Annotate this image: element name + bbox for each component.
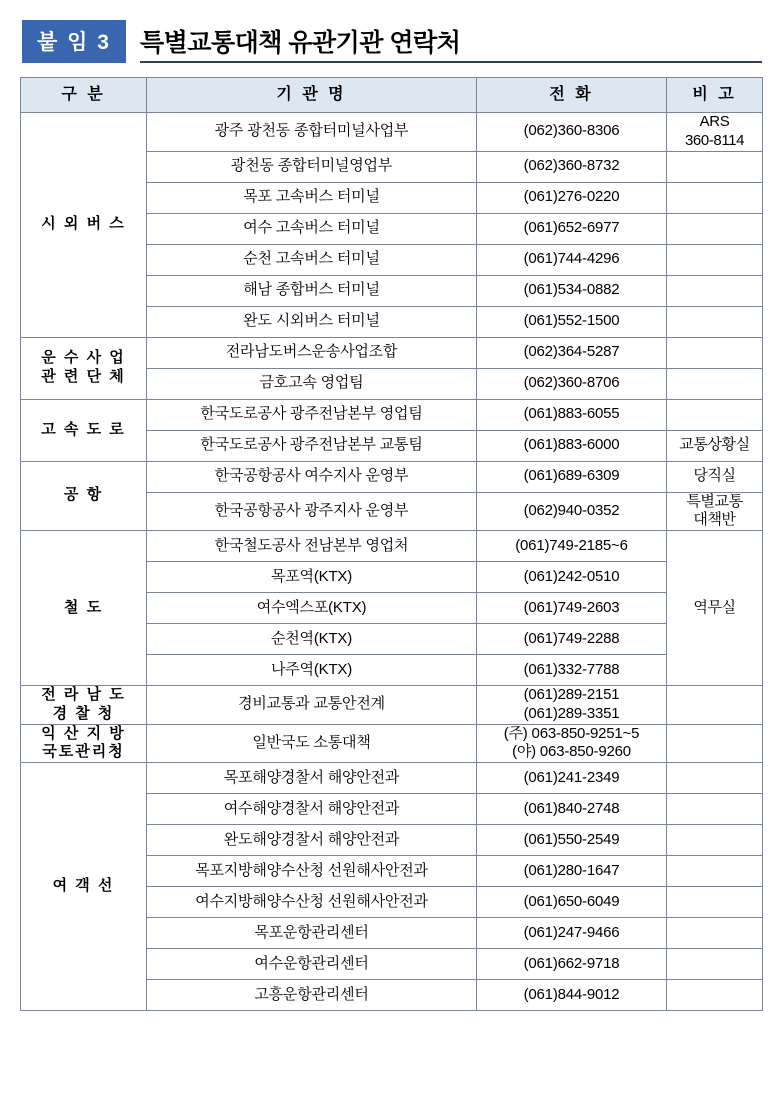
- phone-number: (062)360-8706: [477, 368, 667, 399]
- organization-name: 한국공항공사 광주지사 운영부: [147, 492, 477, 531]
- organization-name: 목포 고속버스 터미널: [147, 182, 477, 213]
- organization-name: 완도해양경찰서 해양안전과: [147, 825, 477, 856]
- organization-name: 광주 광천동 종합터미널사업부: [147, 113, 477, 152]
- organization-name: 목포운항관리센터: [147, 918, 477, 949]
- organization-name: 금호고속 영업팀: [147, 368, 477, 399]
- table-row: [21, 461, 763, 492]
- table-header: [21, 78, 763, 113]
- phone-number: (061)552-1500: [477, 306, 667, 337]
- note-cell: [667, 213, 763, 244]
- title-block: [140, 20, 762, 63]
- organization-name: 순천 고속버스 터미널: [147, 244, 477, 275]
- title-divider: [140, 61, 762, 63]
- phone-number: (061)844-9012: [477, 980, 667, 1011]
- phone-number: (061)289-2151 (061)289-3351: [477, 686, 667, 725]
- note-cell: 역무실: [667, 531, 763, 686]
- phone-number: (061)652-6977: [477, 213, 667, 244]
- note-cell: [667, 887, 763, 918]
- organization-name: 고흥운항관리센터: [147, 980, 477, 1011]
- organization-name: 순천역(KTX): [147, 624, 477, 655]
- organization-name: 여수운항관리센터: [147, 949, 477, 980]
- phone-number: (061)744-4296: [477, 244, 667, 275]
- organization-name: 여수엑스포(KTX): [147, 593, 477, 624]
- organization-name: 한국공항공사 여수지사 운영부: [147, 461, 477, 492]
- table-body: [21, 113, 763, 1011]
- phone-number: (061)749-2288: [477, 624, 667, 655]
- note-cell: [667, 686, 763, 725]
- page-title: 특별교통대책 유관기관 연락처: [140, 28, 461, 57]
- organization-name: 한국도로공사 광주전남본부 교통팀: [147, 430, 477, 461]
- note-cell: [667, 825, 763, 856]
- note-cell: [667, 244, 763, 275]
- organization-name: 목포지방해양수산청 선원해사안전과: [147, 856, 477, 887]
- row-group-label: 익 산 지 방 국토관리청: [21, 724, 147, 763]
- phone-number: (062)360-8306: [477, 113, 667, 152]
- table-row: [21, 113, 763, 152]
- note-cell: [667, 399, 763, 430]
- organization-name: 경비교통과 교통안전계: [147, 686, 477, 725]
- row-group-label: 전 라 남 도 경 찰 청: [21, 686, 147, 725]
- phone-number: (061)247-9466: [477, 918, 667, 949]
- organization-name: 전라남도버스운송사업조합: [147, 337, 477, 368]
- note-cell: [667, 275, 763, 306]
- note-cell: 당직실: [667, 461, 763, 492]
- phone-number: (061)749-2603: [477, 593, 667, 624]
- column-header-group: 구 분: [21, 78, 147, 113]
- note-cell: [667, 856, 763, 887]
- column-header-phone: 전 화: [477, 78, 667, 113]
- organization-name: 여수지방해양수산청 선원해사안전과: [147, 887, 477, 918]
- note-cell: [667, 306, 763, 337]
- note-cell: [667, 980, 763, 1011]
- row-group-label: 철 도: [21, 531, 147, 686]
- phone-number: (061)332-7788: [477, 655, 667, 686]
- note-cell: [667, 337, 763, 368]
- attachment-badge: 붙 임 3: [22, 20, 126, 63]
- note-cell: [667, 794, 763, 825]
- row-group-label: 운 수 사 업 관 련 단 체: [21, 337, 147, 399]
- organization-name: 한국도로공사 광주전남본부 영업팀: [147, 399, 477, 430]
- organization-name: 나주역(KTX): [147, 655, 477, 686]
- organization-name: 여수 고속버스 터미널: [147, 213, 477, 244]
- phone-number: (061)749-2185~6: [477, 531, 667, 562]
- note-cell: [667, 368, 763, 399]
- phone-number: (061)241-2349: [477, 763, 667, 794]
- organization-name: 완도 시외버스 터미널: [147, 306, 477, 337]
- phone-number: (061)883-6055: [477, 399, 667, 430]
- phone-number: (061)883-6000: [477, 430, 667, 461]
- phone-number: (061)534-0882: [477, 275, 667, 306]
- table-row: [21, 399, 763, 430]
- organization-name: 일반국도 소통대책: [147, 724, 477, 763]
- phone-number: (062)360-8732: [477, 151, 667, 182]
- note-cell: 교통상황실: [667, 430, 763, 461]
- table-row: [21, 686, 763, 725]
- phone-number: (061)840-2748: [477, 794, 667, 825]
- table-row: [21, 531, 763, 562]
- organization-name: 목포해양경찰서 해양안전과: [147, 763, 477, 794]
- note-cell: [667, 918, 763, 949]
- phone-number: (062)940-0352: [477, 492, 667, 531]
- table-header-row: [21, 78, 763, 113]
- phone-number: (주) 063-850-9251~5 (야) 063-850-9260: [477, 724, 667, 763]
- phone-number: (061)662-9718: [477, 949, 667, 980]
- note-cell: [667, 151, 763, 182]
- row-group-label: 시 외 버 스: [21, 113, 147, 338]
- table-row: [21, 724, 763, 763]
- organization-name: 목포역(KTX): [147, 562, 477, 593]
- row-group-label: 공 항: [21, 461, 147, 531]
- document-header: [22, 20, 762, 63]
- phone-number: (061)276-0220: [477, 182, 667, 213]
- organization-name: 여수해양경찰서 해양안전과: [147, 794, 477, 825]
- phone-number: (061)280-1647: [477, 856, 667, 887]
- note-cell: [667, 724, 763, 763]
- phone-number: (061)689-6309: [477, 461, 667, 492]
- row-group-label: 고 속 도 로: [21, 399, 147, 461]
- contacts-table: [20, 77, 763, 1011]
- note-cell: 특별교통 대책반: [667, 492, 763, 531]
- note-cell: [667, 763, 763, 794]
- table-row: [21, 763, 763, 794]
- row-group-label: 여 객 선: [21, 763, 147, 1011]
- phone-number: (061)242-0510: [477, 562, 667, 593]
- column-header-note: 비 고: [667, 78, 763, 113]
- organization-name: 해남 종합버스 터미널: [147, 275, 477, 306]
- note-cell: [667, 949, 763, 980]
- note-cell: [667, 182, 763, 213]
- column-header-organization: 기 관 명: [147, 78, 477, 113]
- phone-number: (061)550-2549: [477, 825, 667, 856]
- table-row: [21, 337, 763, 368]
- note-cell: ARS 360-8114: [667, 113, 763, 152]
- phone-number: (062)364-5287: [477, 337, 667, 368]
- phone-number: (061)650-6049: [477, 887, 667, 918]
- organization-name: 한국철도공사 전남본부 영업처: [147, 531, 477, 562]
- organization-name: 광천동 종합터미널영업부: [147, 151, 477, 182]
